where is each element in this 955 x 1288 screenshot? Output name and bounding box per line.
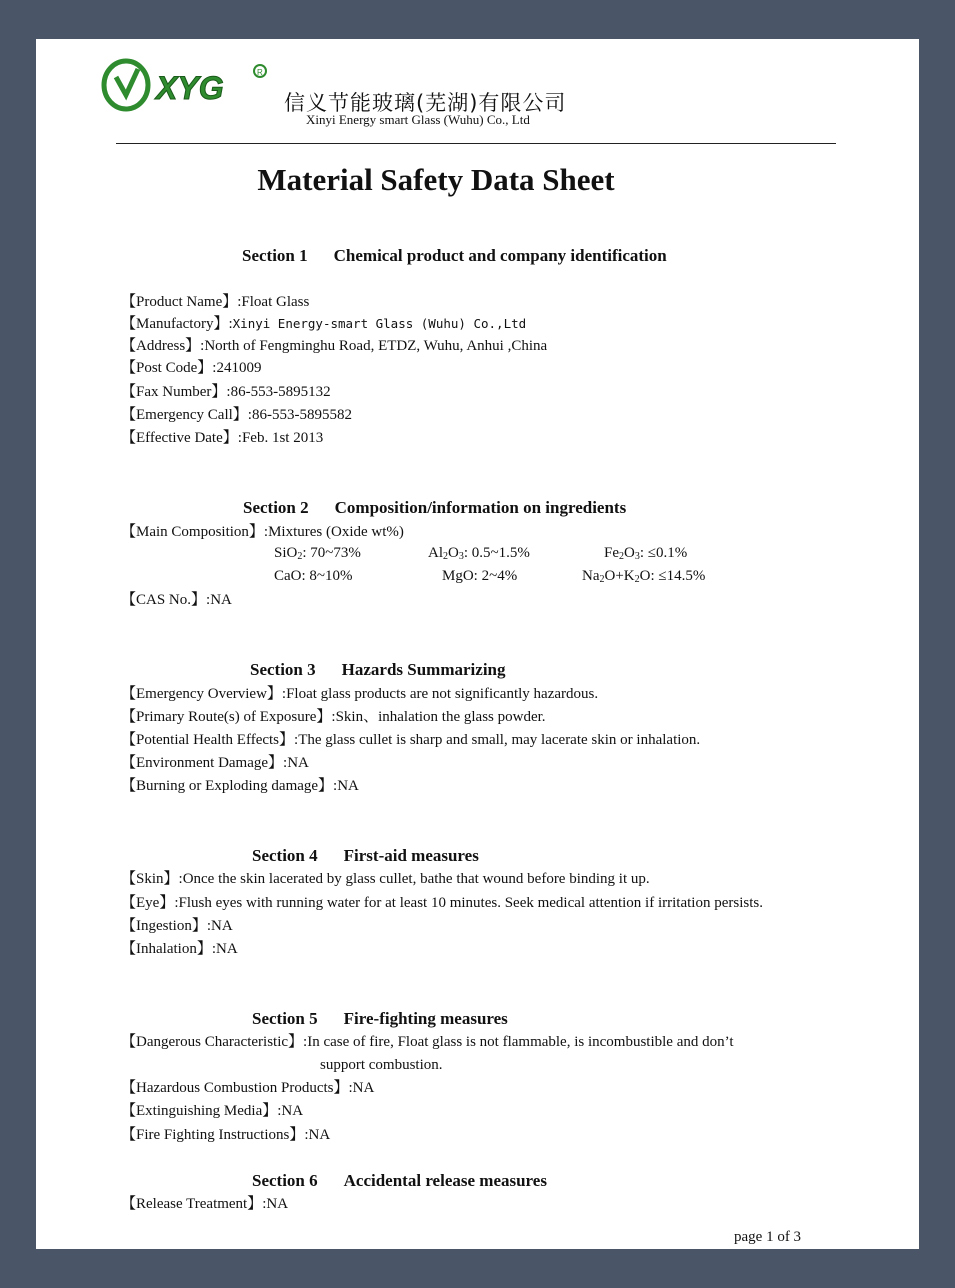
- field-value: NA: [308, 1127, 331, 1143]
- section-title: First-aid measures: [343, 846, 479, 865]
- field-value: Mixtures (Oxide wt%): [268, 524, 404, 540]
- field-fax-number: [121, 383, 331, 401]
- section-number: Section 2: [243, 498, 309, 517]
- field-value: NA: [337, 778, 359, 794]
- field-extinguishing-media: [121, 1102, 303, 1120]
- svg-text:R: R: [257, 68, 263, 77]
- field-label: 【Dangerous Characteristic】:: [121, 1034, 308, 1050]
- field-value: NA: [281, 1103, 304, 1119]
- section-title: Fire-fighting measures: [343, 1009, 508, 1028]
- section-title: Hazards Summarizing: [341, 660, 506, 679]
- field-value: NA: [215, 941, 238, 957]
- field-label: 【Inhalation】:: [121, 941, 216, 957]
- field-value: 86-553-5895132: [230, 384, 331, 400]
- section-number: Section 5: [252, 1009, 318, 1028]
- field-ingestion: [121, 917, 233, 935]
- field-label: 【Fire Fighting Instructions】:: [121, 1127, 309, 1143]
- field-value: NA: [352, 1080, 375, 1096]
- document-title: Material Safety Data Sheet: [257, 162, 615, 197]
- field-fire-fighting: [121, 1126, 330, 1144]
- field-value: Float Glass: [241, 294, 310, 310]
- company-name-cn: 信义节能玻璃(芜湖)有限公司: [284, 91, 567, 115]
- field-value: NA: [287, 755, 309, 771]
- field-label: 【Emergency Overview】:: [121, 686, 287, 702]
- field-inhalation: [121, 940, 238, 958]
- field-eye: [121, 894, 763, 912]
- svg-text:XYG: XYG: [156, 70, 224, 106]
- section-4-heading: [252, 846, 479, 866]
- header-divider: [116, 143, 836, 144]
- comp-sio2: SiO$_2$: 70~73%: [274, 545, 361, 562]
- section-number: Section 4: [252, 846, 318, 865]
- field-value: 86-553-5895582: [251, 407, 352, 423]
- comp-value: 70~73%: [310, 545, 361, 561]
- field-label: 【Environment Damage】:: [121, 755, 288, 771]
- field-label: 【Product Name】:: [121, 294, 242, 310]
- field-value: Once the skin lacerated by glass cullet, bathe that wound before binding it up.: [182, 871, 650, 887]
- field-label: 【Emergency Call】:: [121, 407, 252, 423]
- section-number: Section 1: [242, 246, 308, 265]
- field-label: 【Skin】:: [121, 871, 183, 887]
- field-label: 【Hazardous Combustion Products】:: [121, 1080, 353, 1096]
- page-number: page 1 of 3: [734, 1229, 802, 1245]
- section-number: Section 3: [250, 660, 316, 679]
- field-value: 241009: [216, 360, 262, 376]
- field-value: NA: [266, 1196, 289, 1212]
- field-value: Float glass products are not significantly hazardous.: [286, 686, 599, 702]
- section-6-heading: [252, 1171, 547, 1191]
- field-emergency-call: [121, 406, 352, 424]
- section-5-heading: [252, 1009, 508, 1029]
- field-product-name: [121, 293, 309, 311]
- company-name-en: Xinyi Energy smart Glass (Wuhu) Co., Ltd: [306, 112, 530, 127]
- field-post-code: [121, 359, 261, 377]
- field-label: 【Effective Date】:: [121, 430, 242, 446]
- field-label: 【Manufactory】:: [121, 316, 233, 332]
- comp-value: ≤14.5%: [658, 568, 706, 584]
- comp-fe2o3: $Fe_2O_3$: ≤0.1%: [604, 545, 688, 562]
- field-emergency-overview: [121, 685, 598, 703]
- field-dangerous-characteristic: [121, 1033, 734, 1051]
- section-number: Section 6: [252, 1171, 318, 1190]
- field-dangerous-characteristic-cont: support combustion.: [320, 1057, 443, 1073]
- field-environment-damage: [121, 754, 309, 772]
- field-skin: [121, 870, 650, 888]
- section-2-heading: [243, 498, 626, 518]
- field-label: 【Extinguishing Media】:: [121, 1103, 282, 1119]
- comp-value: ≤0.1%: [647, 545, 688, 561]
- section-title: Accidental release measures: [343, 1171, 547, 1190]
- field-label: 【Burning or Exploding damage】:: [121, 778, 338, 794]
- document-page: [36, 39, 919, 1249]
- comp-value: 0.5~1.5%: [471, 545, 530, 561]
- field-label: 【Post Code】:: [121, 360, 217, 376]
- field-label: 【Primary Route(s) of Exposure】:: [121, 709, 336, 725]
- field-value: Feb. 1st 2013: [241, 430, 324, 446]
- section-title: Chemical product and company identification: [333, 246, 667, 265]
- comp-mgo: MgO: 2~4%: [442, 568, 518, 584]
- field-release-treatment: [121, 1195, 288, 1213]
- comp-cao: CaO: 8~10%: [274, 568, 353, 584]
- field-primary-route: [121, 708, 546, 726]
- field-cas-no: [121, 591, 232, 609]
- comp-al2o3: $Al_2O_3$: 0.5~1.5%: [428, 545, 530, 562]
- section-3-heading: [250, 660, 506, 680]
- field-value: NA: [210, 592, 232, 608]
- field-label: 【Potential Health Effects】:: [121, 732, 299, 748]
- section-title: Composition/information on ingredients: [334, 498, 627, 517]
- field-address: [121, 337, 547, 355]
- field-value: Xinyi Energy-smart Glass (Wuhu) Co.,Ltd: [232, 316, 527, 331]
- field-label: 【CAS No.】:: [121, 592, 211, 608]
- field-value: NA: [211, 918, 233, 934]
- field-label: 【Release Treatment】:: [121, 1196, 267, 1212]
- section-1-heading: [242, 246, 667, 266]
- field-value: North of Fengminghu Road, ETDZ, Wuhu, Anhui ,China: [204, 338, 548, 354]
- field-manufactory: [121, 315, 526, 333]
- field-value: In case of fire, Float glass is not flammable, is incombustible and don’t: [307, 1034, 734, 1050]
- field-effective-date: [121, 429, 323, 447]
- field-value: Flush eyes with running water for at least 10 minutes. Seek medical attention if irritation persists.: [178, 895, 763, 911]
- field-hazardous-combustion: [121, 1079, 374, 1097]
- field-value: The glass cullet is sharp and small, may lacerate skin or inhalation.: [298, 732, 701, 748]
- field-label: 【Eye】:: [121, 895, 179, 911]
- field-main-composition: [121, 523, 404, 541]
- comp-na2o-k2o: $Na_2O+K_2O$: ≤14.5%: [582, 568, 706, 585]
- field-potential-health: [121, 731, 700, 749]
- field-value: Skin、inhalation the glass powder.: [335, 709, 546, 725]
- field-label: 【Fax Number】:: [121, 384, 231, 400]
- field-label: 【Ingestion】:: [121, 918, 211, 934]
- field-label: 【Main Composition】:: [121, 524, 269, 540]
- field-label: 【Address】:: [121, 338, 205, 354]
- field-burning-damage: [121, 777, 359, 795]
- company-logo: [100, 55, 275, 115]
